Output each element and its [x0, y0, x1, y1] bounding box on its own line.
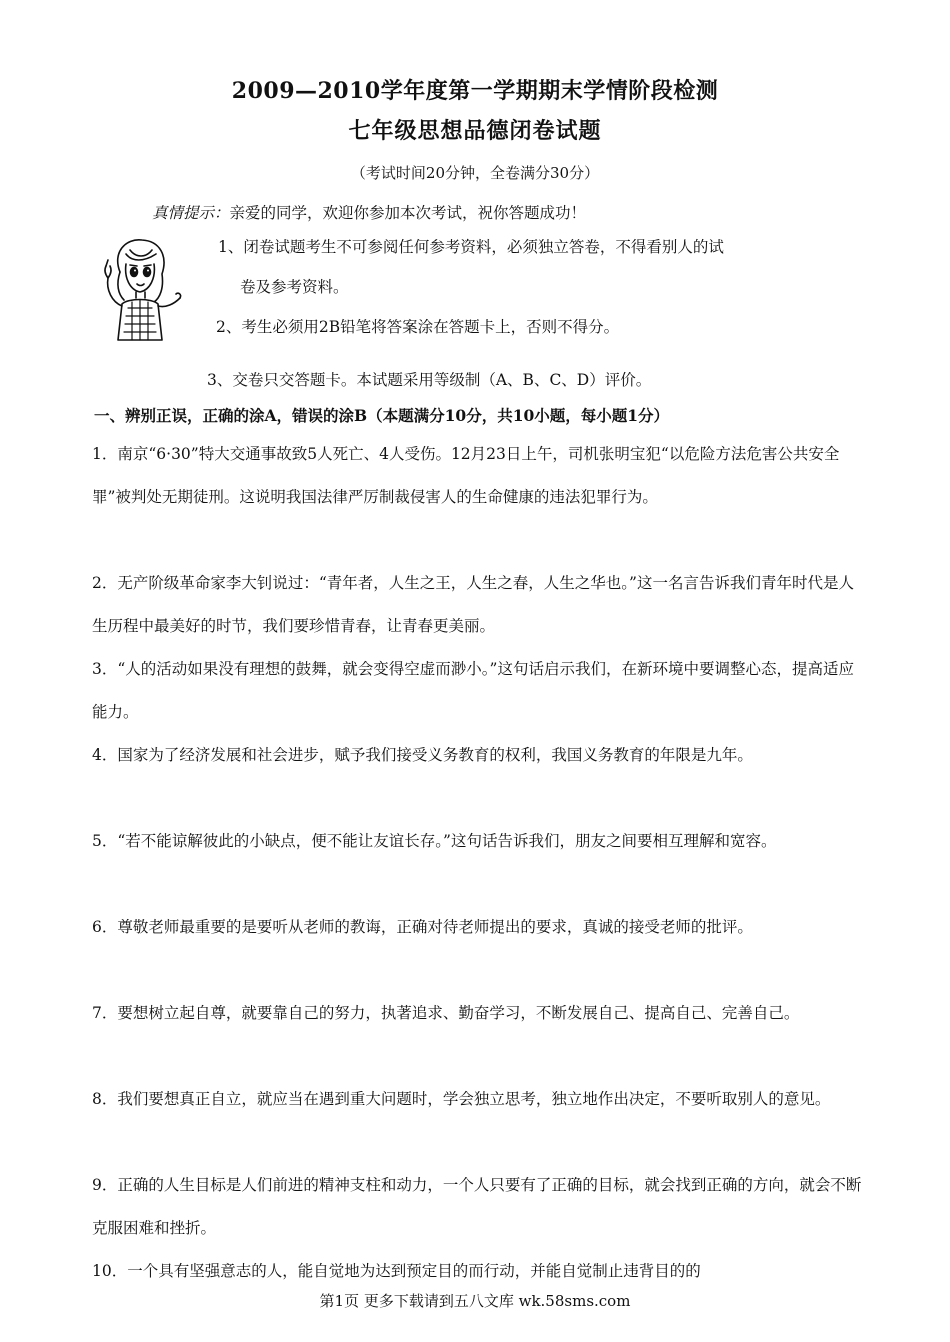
exam-subtitle: 七年级思想品德闭卷试题 — [348, 118, 602, 144]
question-text: 2．无产阶级革命家李大钊说过：“青年者，人生之王，人生之春，人生之华也。”这一名言告诉我们青年时代是人生历程中最美好的时节，我们要珍惜青春，让青春更美丽。 — [92, 574, 854, 635]
question-2 — [92, 562, 862, 648]
question-9 — [92, 1164, 862, 1250]
question-3 — [92, 648, 862, 734]
tip-label: 真情提示： — [152, 204, 230, 222]
question-4 — [92, 734, 862, 777]
friendly-tip — [152, 201, 586, 223]
question-1 — [92, 433, 862, 519]
rule-1-continued: 卷及参考资料。 — [240, 278, 349, 296]
cartoon-girl-illustration — [92, 232, 184, 344]
section-1-heading: 一、辨别正误，正确的涂A，错误的涂B（本题满分10分，共10小题，每小题1分） — [94, 406, 670, 425]
exam-title: 2009—2010学年度第一学期期末学情阶段检测 — [231, 78, 719, 104]
question-text: 6．尊敬老师最重要的是要听从老师的教诲，正确对待老师提出的要求，真诚的接受老师的批评。 — [92, 918, 753, 936]
question-7 — [92, 992, 862, 1035]
page-footer: 第1页 更多下载请到五八文库 wk.58sms.com — [319, 1292, 631, 1310]
question-text: 8．我们要想真正自立，就应当在遇到重大问题时，学会独立思考，独立地作出决定，不要听取别人的意见。 — [92, 1090, 831, 1108]
question-text: 3．“人的活动如果没有理想的鼓舞，就会变得空虚而渺小。”这句话启示我们，在新环境中要调整心态，提高适应能力。 — [92, 660, 854, 721]
rule-1: 1、闭卷试题考生不可参阅任何参考资料，必须独立答卷，不得看别人的试 — [218, 238, 724, 256]
question-text: 4．国家为了经济发展和社会进步，赋予我们接受义务教育的权利，我国义务教育的年限是九年。 — [92, 746, 753, 764]
rule-3: 3、交卷只交答题卡。本试题采用等级制（A、B、C、D）评价。 — [207, 371, 652, 389]
question-6 — [92, 906, 862, 949]
question-5 — [92, 820, 862, 863]
question-text: 9．正确的人生目标是人们前进的精神支柱和动力，一个人只要有了正确的目标，就会找到正确的方向，就会不断克服困难和挫折。 — [92, 1176, 862, 1237]
tip-text: 亲爱的同学，欢迎你参加本次考试，祝你答题成功！ — [229, 204, 587, 222]
question-text: 7．要想树立起自尊，就要靠自己的努力，执著追求、勤奋学习，不断发展自己、提高自己、完善自己。 — [92, 1004, 800, 1022]
exam-info: （考试时间20分钟，全卷满分30分） — [350, 164, 600, 182]
question-8 — [92, 1078, 862, 1121]
question-text: 10．一个具有坚强意志的人，能自觉地为达到预定目的而行动，并能自觉制止违背目的的 — [92, 1262, 701, 1280]
question-text: 1．南京“6·30”特大交通事故致5人死亡、4人受伤。12月23日上午，司机张明宝犯“以危险方法危害公共安全罪”被判处无期徒刑。这说明我国法律严厉制裁侵害人的生命健康的违法犯罪行为。 — [92, 445, 840, 506]
question-10 — [92, 1250, 862, 1293]
rule-2: 2、考生必须用2B铅笔将答案涂在答题卡上，否则不得分。 — [216, 318, 620, 336]
question-text: 5．“若不能谅解彼此的小缺点，便不能让友谊长存。”这句话告诉我们，朋友之间要相互理解和宽容。 — [92, 832, 777, 850]
